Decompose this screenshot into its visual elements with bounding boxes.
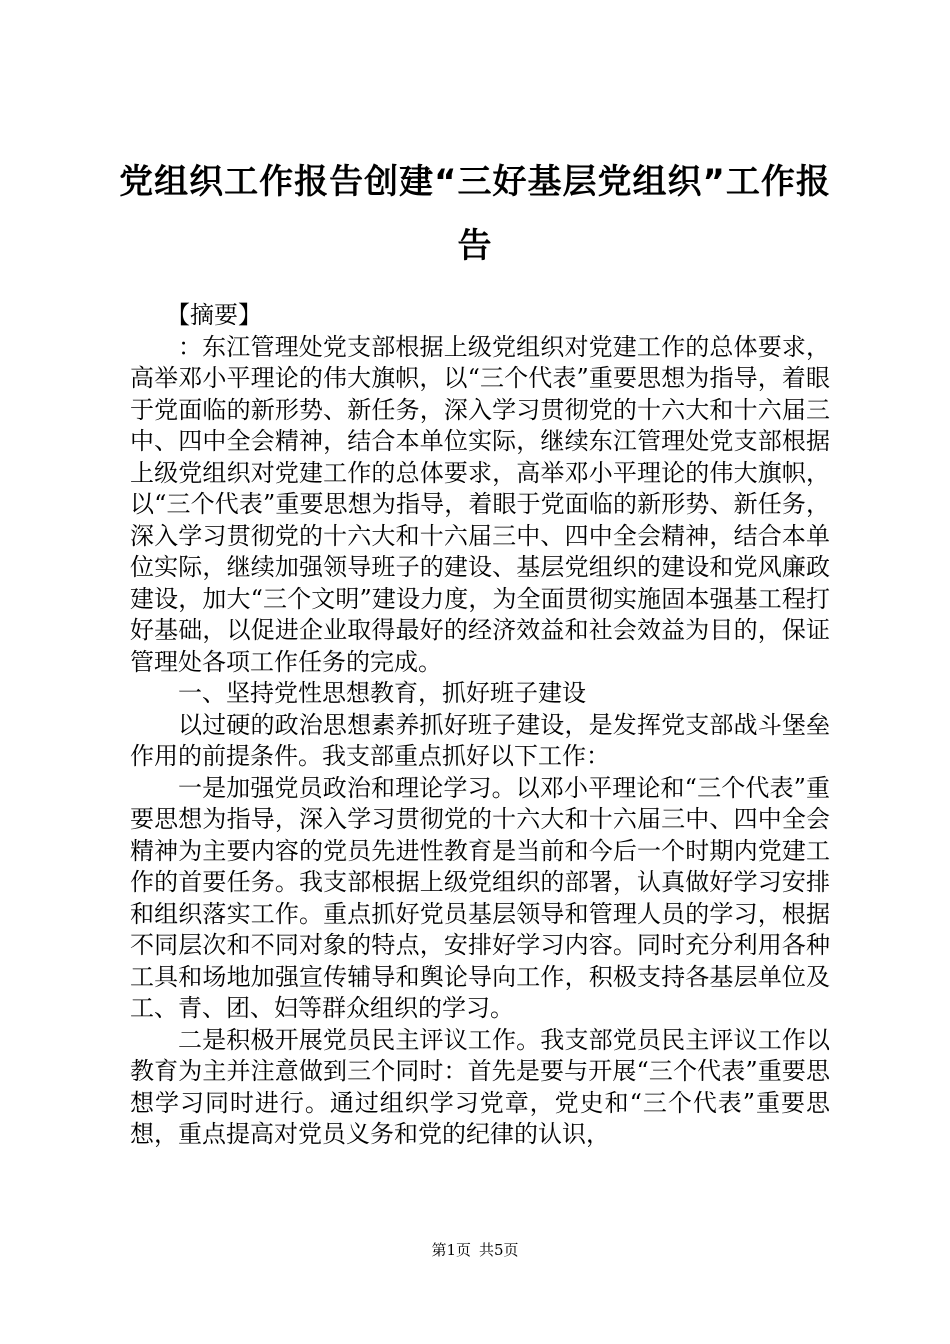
page-total: 共5页 — [479, 1241, 519, 1259]
abstract-label: 【摘要】 — [166, 301, 262, 329]
body-paragraph: 一是加强党员政治和理论学习。以邓小平理论和“三个代表”重要思想为指导，深入学习贯彻党的十六大和十六届三中、四中全会精神为主要内容的党员先进性教育是当前和今后一个时期内党建工作的首要任务。我支部根据上级党组织的部署，认真做好学习安排和组织落实工作。重点抓好党员基层领导和管理人员的学习，根据不同层次和不同对象的特点，安排好学习内容。同时充分利用各种工具和场地加强宣传辅导和舆论导向工作，积极支持各基层单位及工、青、团、妇等群众组织的学习。 — [130, 773, 830, 1022]
abstract-paragraph: ：东江管理处党支部根据上级党组织对党建工作的总体要求，高举邓小平理论的伟大旗帜，以“三个代表”重要思想为指导，着眼于党面临的新形势、新任务，深入学习贯彻党的十六大和十六届三中、四中全会精神，结合本单位实际，继续东江管理处党支部根据上级党组织对党建工作的总体要求，高举邓小平理论的伟大旗帜，以“三个代表”重要思想为指导，着眼于党面临的新形势、新任务，深入学习贯彻党的十六大和十六届三中、四中全会精神，结合本单位实际，继续加强领导班子的建设、基层党组织的建设和党风廉政建设，加大“三个文明”建设力度，为全面贯彻实施固本强基工程打好基础，以促进企业取得最好的经济效益和社会效益为目的，保证管理处各项工作任务的完成。 — [130, 332, 830, 676]
body-paragraph: 二是积极开展党员民主评议工作。我支部党员民主评议工作以教育为主并注意做到三个同时：首先是要与开展“三个代表”重要思想学习同时进行。通过组织学习党章，党史和“三个代表”重要思想，重点提高对党员义务和党的纪律的认识， — [130, 1025, 830, 1148]
document-body — [130, 300, 830, 1151]
section-heading: 一、坚持党性思想教育，抓好班子建设 — [178, 679, 586, 707]
page-footer — [0, 1240, 950, 1260]
page-number: 第1页 — [431, 1241, 471, 1259]
document-title: 党组织工作报告创建“三好基层党组织”工作报告 — [119, 162, 831, 266]
body-paragraph: 以过硬的政治思想素养抓好班子建设，是发挥党支部战斗堡垒作用的前提条件。我支部重点抓好以下工作： — [130, 710, 830, 770]
